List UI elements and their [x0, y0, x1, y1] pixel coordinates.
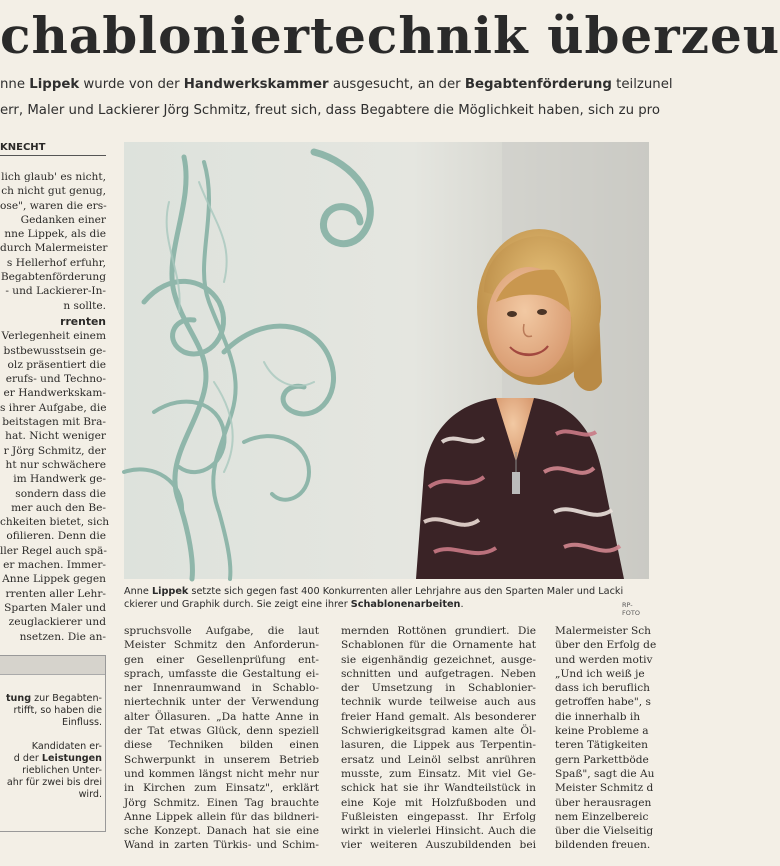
ornament-wall-portrait-image — [124, 142, 649, 579]
photo-caption — [124, 585, 649, 611]
text-fragment: err, Maler und Lackierer Jörg Schmitz, freut sich, dass Begabtere die Möglichkeit haben, sich zu pro — [0, 103, 660, 118]
text-line: lich glaub' es nicht, — [1, 171, 106, 183]
text-line: wirkt in vielerlei Hinsicht. Auch die — [341, 825, 536, 838]
box-line — [0, 777, 105, 789]
text-line: durch Malermeister — [0, 242, 108, 255]
text-fragment: Einfluss. — [62, 717, 102, 728]
bold-fragment: Leistungen — [41, 753, 102, 764]
column-3 — [341, 624, 536, 853]
info-box — [0, 655, 106, 832]
box-line — [0, 765, 105, 777]
text-fragment: zur Begabten- — [31, 693, 102, 704]
text-line: und werden motiv — [555, 653, 653, 666]
bold-fragment: Schablonenarbeiten — [350, 599, 461, 610]
text-line: Schwerpunkt in unserem Betrieb — [124, 753, 319, 766]
info-box-body — [0, 675, 105, 801]
text-line: hat. Nicht weniger — [5, 430, 106, 443]
text-line: die innerhalb ih — [555, 710, 641, 723]
text-line: Gedanken einer — [20, 213, 106, 226]
text-fragment: ahr für zwei bis drei — [6, 777, 102, 788]
text-line: sondern dass die — [15, 487, 106, 500]
bold-fragment: Handwerkskammer — [183, 77, 329, 92]
box-line — [0, 789, 105, 801]
text-line: und kommen längst nicht mehr nur — [124, 767, 319, 780]
text-line: Schwierigkeitsgrad kamen alte Öl- — [341, 725, 536, 738]
text-line: ner Innenraumwand in Schablo- — [124, 682, 319, 695]
byline: KNECHT — [0, 142, 106, 156]
text-line: bildenden freuen. — [555, 839, 651, 852]
text-line: freier Hand gemalt. Als besonderer — [341, 710, 536, 723]
text-line: beitstagen mit Bra- — [2, 416, 106, 429]
text-line: in Kirchen zum Einsatz", erklärt — [124, 782, 319, 795]
text-line: bstbewusstsein ge- — [3, 344, 106, 357]
text-line: nne Lippek, als die — [4, 228, 106, 241]
text-line: nsetzen. Die an- — [19, 630, 106, 643]
text-line: Sparten Maler und — [4, 601, 106, 614]
text-line: zeuglackierer und — [8, 616, 106, 629]
column-1-body — [0, 329, 110, 644]
text-fragment: Anne — [124, 586, 152, 597]
text-line: vier weiteren Auszubildenden bei — [341, 839, 536, 852]
text-line: Verlegenheit einem — [1, 330, 106, 343]
text-line: Spaß", sagt die Au — [555, 767, 655, 780]
text-line: Anne Lippek gegen — [2, 573, 106, 586]
box-line — [0, 729, 105, 741]
text-line: getroffen habe", s — [555, 696, 651, 709]
text-line: ersatz und Leinöl selbst anrühren — [341, 753, 536, 766]
article-photo — [124, 142, 649, 579]
box-line — [0, 705, 105, 717]
text-fragment: ckierer und Graphik durch. Sie zeigt eine ihrer — [124, 599, 351, 610]
text-line: sprach, umfasste die Gestaltung ei- — [124, 667, 319, 680]
text-fragment: ausgesucht, an der — [328, 77, 465, 92]
text-line: niertechnik unter der Verwendung — [124, 696, 319, 709]
box-line — [0, 741, 105, 753]
text-line: - und Lackierer-In- — [5, 285, 106, 298]
text-fragment: nne — [0, 77, 30, 92]
bold-fragment: Begabtenförderung — [464, 77, 612, 92]
text-line: ht nur schwächere — [5, 458, 106, 471]
text-line: spruchsvolle Aufgabe, die laut — [124, 625, 319, 637]
text-line: diese Techniken bilden einen — [124, 739, 319, 752]
text-fragment: . — [460, 599, 464, 610]
text-line: sie eigenhändig gezeichnet, ausge- — [341, 653, 536, 666]
subheadline-line-2 — [0, 103, 660, 118]
column-1 — [0, 170, 110, 644]
text-line: eine Koje mit Holzfußboden und — [341, 796, 536, 809]
text-line: „Und ich weiß je — [555, 667, 645, 680]
text-fragment: teilzunel — [611, 77, 673, 92]
text-fragment: d der — [13, 753, 42, 764]
text-line: n sollte. — [63, 299, 106, 312]
text-line: Anne Lippek allein für das bildneri- — [124, 810, 319, 823]
text-line: s Hellerhof erfuhr, — [6, 256, 106, 269]
text-line: im Handwerk ge- — [13, 473, 106, 486]
caption-line-1 — [124, 585, 649, 598]
text-line: sche Konzept. Danach hat sie eine — [124, 825, 319, 838]
text-fragment: wurde von der — [79, 77, 184, 92]
text-line: dass ich beruflich — [555, 682, 650, 695]
text-line: Wand in zarten Türkis- und Schim- — [124, 839, 319, 852]
text-line: über herausragen — [555, 796, 652, 809]
text-line: gen einer Gesellenprüfung ent- — [124, 653, 319, 666]
column-4 — [555, 624, 657, 853]
text-line: Begabtenförderung — [0, 271, 106, 284]
text-line: Malermeister Sch — [555, 625, 651, 637]
text-line: Jörg Schmitz. Einen Tag brauchte — [124, 796, 319, 809]
text-line: nem Einzelbereic — [555, 810, 649, 823]
text-line: mer auch den Be- — [11, 501, 106, 514]
text-line: Meister Schmitz d — [555, 782, 654, 795]
text-line: er Handwerkskam- — [3, 387, 106, 400]
text-line: ch nicht gut genug, — [1, 185, 106, 198]
box-line — [0, 717, 105, 729]
column-2 — [124, 624, 319, 853]
bold-fragment: tung — [5, 693, 32, 704]
text-line: mernden Rottönen grundiert. Die — [341, 625, 536, 637]
text-line: ofilieren. Denn die — [6, 530, 106, 543]
subheadline-line-1 — [0, 77, 673, 92]
text-line: chkeiten bietet, sich — [0, 516, 110, 529]
text-line: r Jörg Schmitz, der — [3, 444, 106, 457]
text-line: keine Probleme a — [555, 725, 649, 738]
text-line: er machen. Immer- — [3, 559, 106, 572]
text-line: Meister Schmitz den Anforderun- — [124, 639, 319, 652]
text-line: s ihrer Aufgabe, die — [0, 401, 107, 414]
text-fragment: wird. — [78, 789, 102, 800]
text-line: rrenten aller Lehr- — [5, 587, 106, 600]
box-line — [0, 693, 105, 705]
text-line: schick hat sie ihr Wandteilstück in — [341, 782, 536, 795]
info-box-header-bar — [0, 656, 105, 675]
text-line: der Tat etwas Glück, denn speziell — [124, 725, 319, 738]
text-line: ose", waren die ers- — [0, 199, 107, 212]
text-line: erufs- und Techno- — [5, 373, 106, 386]
text-line: technik wurde teilweise auch aus — [341, 696, 536, 709]
text-fragment: Kandidaten er- — [31, 741, 102, 752]
caption-line-2 — [124, 598, 649, 611]
column-1-intro — [0, 170, 106, 313]
text-line: der Umsetzung in Schablonier- — [341, 682, 536, 695]
text-line: alter Öllasuren. „Da hatte Anne in — [124, 710, 319, 723]
text-fragment: rieblichen Unter- — [22, 765, 102, 776]
text-fragment: rtifft, so haben die — [13, 705, 102, 716]
text-line: Schablonen für die Ornamente hat — [341, 639, 536, 652]
text-line: über den Erfolg de — [555, 639, 657, 652]
text-line: schnitten und aufgetragen. Neben — [341, 667, 536, 680]
text-line: Fußleisten eingepasst. Ihr Erfolg — [341, 810, 536, 823]
column-1-subhead: rrenten — [60, 314, 106, 328]
text-line: lasuren, die Lippek aus Terpentin- — [341, 739, 536, 752]
text-line: gern Parkettböde — [555, 753, 649, 766]
text-line: olz präsentiert die — [7, 358, 106, 371]
headline: chabloniertechnik überzeu — [0, 6, 780, 65]
box-line — [0, 753, 105, 765]
text-line: ller Regel auch spä- — [0, 544, 107, 557]
photo-credit: RP-FOTO — [622, 601, 640, 617]
text-line: über die Vielseitig — [555, 825, 654, 838]
bold-fragment: Lippek — [29, 77, 80, 92]
text-fragment: setzte sich gegen fast 400 Konkurrenten aller Lehrjahre aus den Sparten Maler und Lacki — [188, 586, 624, 597]
text-line: teren Tätigkeiten — [555, 739, 648, 752]
text-line: musste, zum Einsatz. Mit viel Ge- — [341, 767, 536, 780]
bold-fragment: Lippek — [151, 586, 189, 597]
